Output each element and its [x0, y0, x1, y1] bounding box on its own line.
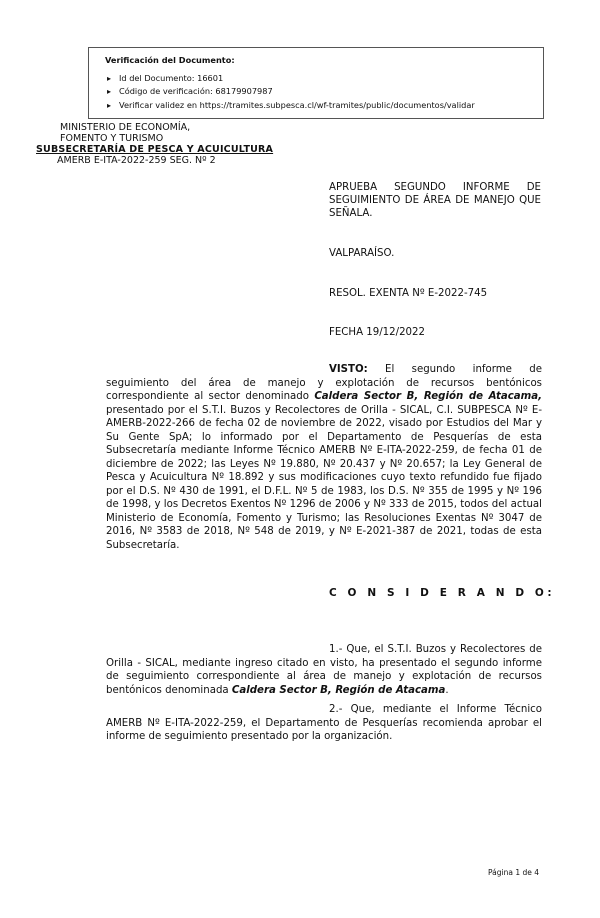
considerando-1-area: Caldera Sector B, Región de Atacama — [231, 684, 446, 696]
resolution-date: FECHA 19/12/2022 — [329, 327, 425, 338]
verification-url[interactable]: ▸ Verificar validez en https://tramites.subpesca.cl/wf-tramites/public/documentos/validar — [119, 99, 533, 113]
resolution-number: RESOL. EXENTA Nº E-2022-745 — [329, 288, 488, 299]
resolution-city: VALPARAÍSO. — [329, 248, 395, 259]
page-number: Página 1 de 4 — [488, 868, 540, 877]
document-reference: AMERB E-ITA-2022-259 SEG. Nº 2 — [57, 155, 216, 166]
visto-paragraph — [106, 363, 542, 552]
visto-label: VISTO: — [329, 364, 368, 375]
verification-list — [105, 72, 533, 113]
subsecretaria-title: SUBSECRETARÍA DE PESCA Y ACUICULTURA — [36, 144, 274, 155]
considerando-1-end: . — [445, 684, 449, 696]
verification-title: Verificación del Documento: — [105, 55, 235, 65]
considerando-heading: C O N S I D E R A N D O: — [329, 587, 556, 599]
verification-box — [88, 47, 544, 119]
considerando-item-1 — [106, 643, 542, 697]
verification-code: ▸ Código de verificación: 68179907987 — [119, 85, 533, 99]
resolution-subject: APRUEBA SEGUNDO INFORME DE SEGUIMIENTO DE ÁREA DE MANEJO QUE SEÑALA. — [329, 182, 541, 219]
visto-text-2: presentado por el S.T.I. Buzos y Recolectores de Orilla - SICAL, C.I. SUBPESCA Nº E-AMERB-2022-266 de fecha 02 de noviembre de 2022, visado por Estudios del Mar y Su Gente SpA; lo informado por el Departamento de Pesquerías de esta Subsecretaría mediante Informe Técnico AMERB Nº E-ITA-2022-259, de fecha 01 de diciembre de 2022; las Leyes Nº 19.880, Nº 20.437 y Nº 20.657; la Ley General de Pesca y Acuicultura Nº 18.892 y sus modificaciones cuyo texto refundido fue fijado por el D.S. Nº 430 de 1991, el D.F.L. Nº 5 de 1983, los D.S. Nº 355 de 1995 y Nº 196 de 1998, y los Decretos Exentos Nº 1296 de 2006 y Nº 333 de 2015, todos del actual Ministerio de Economía, Fomento y Turismo; las Resoluciones Exentas Nº 3047 de 2016, Nº 3583 de 2018, Nº 548 de 2019, y Nº E-2021-387 de 2021, todas de esta Subsecretaría. — [106, 404, 542, 551]
considerando-1-text: 1.- Que, el S.T.I. Buzos y Recolectores de Orilla - SICAL, mediante ingreso citado en visto, ha presentado el segundo informe de seguimiento correspondiente al área de manejo y explotación de recursos bentónicos denominada — [106, 644, 542, 696]
ministry-line-2: FOMENTO Y TURISMO — [60, 133, 164, 144]
considerando-item-2: 2.- Que, mediante el Informe Técnico AMERB Nº E-ITA-2022-259, el Departamento de Pesquerías recomienda aprobar el informe de seguimiento presentado por la organización. — [106, 704, 542, 742]
verification-id: ▸ Id del Documento: 16601 — [119, 72, 533, 86]
ministry-line-1: MINISTERIO DE ECONOMÍA, — [60, 122, 191, 133]
visto-area-name: Caldera Sector B, Región de Atacama, — [314, 391, 542, 402]
visto-text-1: El segundo informe de seguimiento del área de manejo y explotación de recursos bentónicos correspondiente al sector denominado — [106, 364, 542, 402]
